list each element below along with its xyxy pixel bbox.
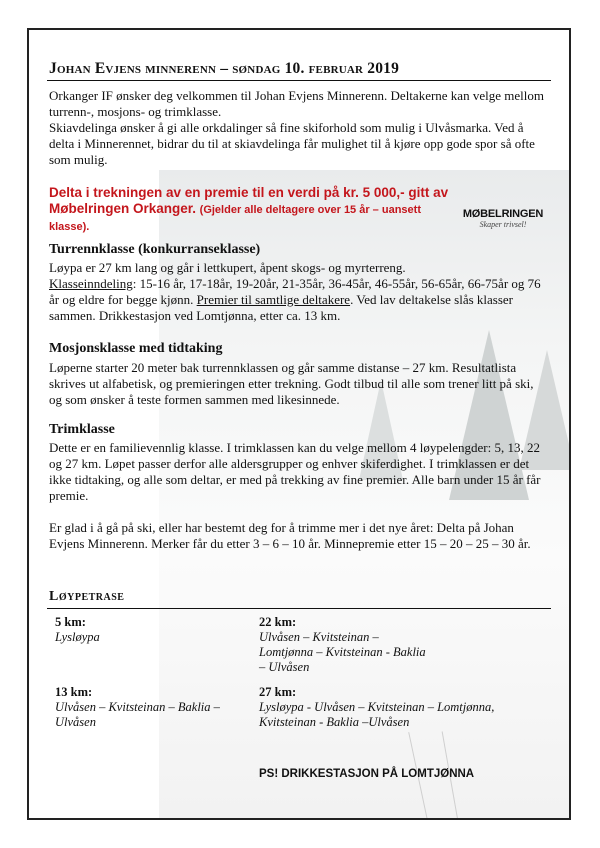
route-km: 5 km: — [55, 615, 86, 629]
mosjon-heading: Mosjonsklasse med tidtaking — [49, 341, 223, 356]
turrenn-text — [49, 260, 549, 324]
route-km: 27 km: — [259, 685, 297, 699]
class-label: Klasseinndeling — [49, 276, 133, 291]
logo-tagline: Skaper trivsel! — [479, 220, 527, 229]
prize-note: (Gjelder alle deltagere over 15 år – uansett klasse). — [49, 204, 421, 233]
turrenn-heading: Turrennklasse (konkurranseklasse) — [49, 242, 261, 257]
route-13km — [55, 685, 225, 730]
route-27km — [259, 685, 539, 730]
route-desc: Ulvåsen – Kvitsteinan – Lomtjønna – Kvitsteinan - Baklia – Ulvåsen — [259, 630, 426, 674]
title-rule — [47, 80, 551, 81]
route-rule — [47, 608, 551, 609]
route-5km — [55, 615, 225, 645]
class-text: : 15-16 år, 17-18år, 19-20år, 21-35år, 36-45år, 46-55år, 56-65år, 66-75år og 76 år og eldre for begge kjønn. — [49, 276, 541, 307]
logo-name: MØBELRINGEN — [462, 208, 544, 220]
route-km: 13 km: — [55, 685, 93, 699]
page-frame — [27, 28, 571, 820]
intro-paragraph-2: Skiavdelinga ønsker å gi alle orkdalinger så fine skiforhold som mulig i Ulvåsmarka. Ved å delta i Minnerennet, bidrar du til at skiavdelinga får mulighet til å kjøre opp gode spor så ofte som mulig. — [49, 120, 535, 167]
route-desc: Lysløypa — [55, 630, 100, 644]
intro-paragraph-1: Orkanger IF ønsker deg velkommen til Johan Evjens Minnerenn. Deltakerne kan velge mellom turrenn-, mosjons- og trimklasse. — [49, 88, 544, 119]
route-desc: Ulvåsen – Kvitsteinan – Baklia – Ulvåsen — [55, 700, 220, 729]
mosjon-text: Løperne starter 20 meter bak turrennklassen og går samme distanse – 27 km. Resultatlista skrives ut alfabetisk, og premieringen etter trekning. Godt tilbud til alle som trener litt på ski, og som ønsker å teste formen sammen med likesinnede. — [49, 360, 534, 407]
turrenn-line1: Løypa er 27 km lang og går i lettkupert, åpent skogs- og myrterreng. — [49, 260, 406, 275]
closing-paragraph: Er glad i å gå på ski, eller har bestemt deg for å trimme mer i det nye året: Delta på Johan Evjens Minnerenn. Merker får du etter 3 – 6 – 10 år. Minnepremie etter 15 – 20 – 25 – 30 år. — [49, 520, 531, 551]
turrenn-rest: . Ved lav deltakelse slås klasser sammen. Drikkestasjon ved Lomtjønna, etter ca. 13 km. — [49, 292, 514, 323]
mobelringen-logo — [459, 208, 547, 229]
prize-main: Delta i trekningen av en premie til en verdi på kr. 5 000,- gitt av Møbelringen Orkanger. — [49, 185, 449, 216]
page-title: Johan Evjens minnerenn – søndag 10. februar 2019 — [49, 60, 400, 77]
route-desc: Lysløypa - Ulvåsen – Kvitsteinan – Lomtjønna, Kvitsteinan - Baklia –Ulvåsen — [259, 700, 495, 729]
route-title: Løypetrase — [49, 589, 125, 604]
drink-station-note: PS! DRIKKESTASJON PÅ LOMTJØNNA — [259, 768, 475, 780]
prize-announcement — [49, 185, 459, 235]
trim-text: Dette er en familievennlig klasse. I trimklassen kan du velge mellom 4 løypelengder: 5, 13, 22 og 27 km. Løpet passer derfor alle aldersgrupper og enhver skiferdighet. I trimklassen er det ikke tidtaking, og alle som deltar, er med på trekking av fine premier. Alle barn under 15 år får premie. — [49, 440, 541, 503]
route-km: 22 km: — [259, 615, 297, 629]
prize-all: Premier til samtlige deltakere — [196, 292, 351, 307]
trim-heading: Trimklasse — [49, 422, 115, 437]
route-22km — [259, 615, 429, 675]
